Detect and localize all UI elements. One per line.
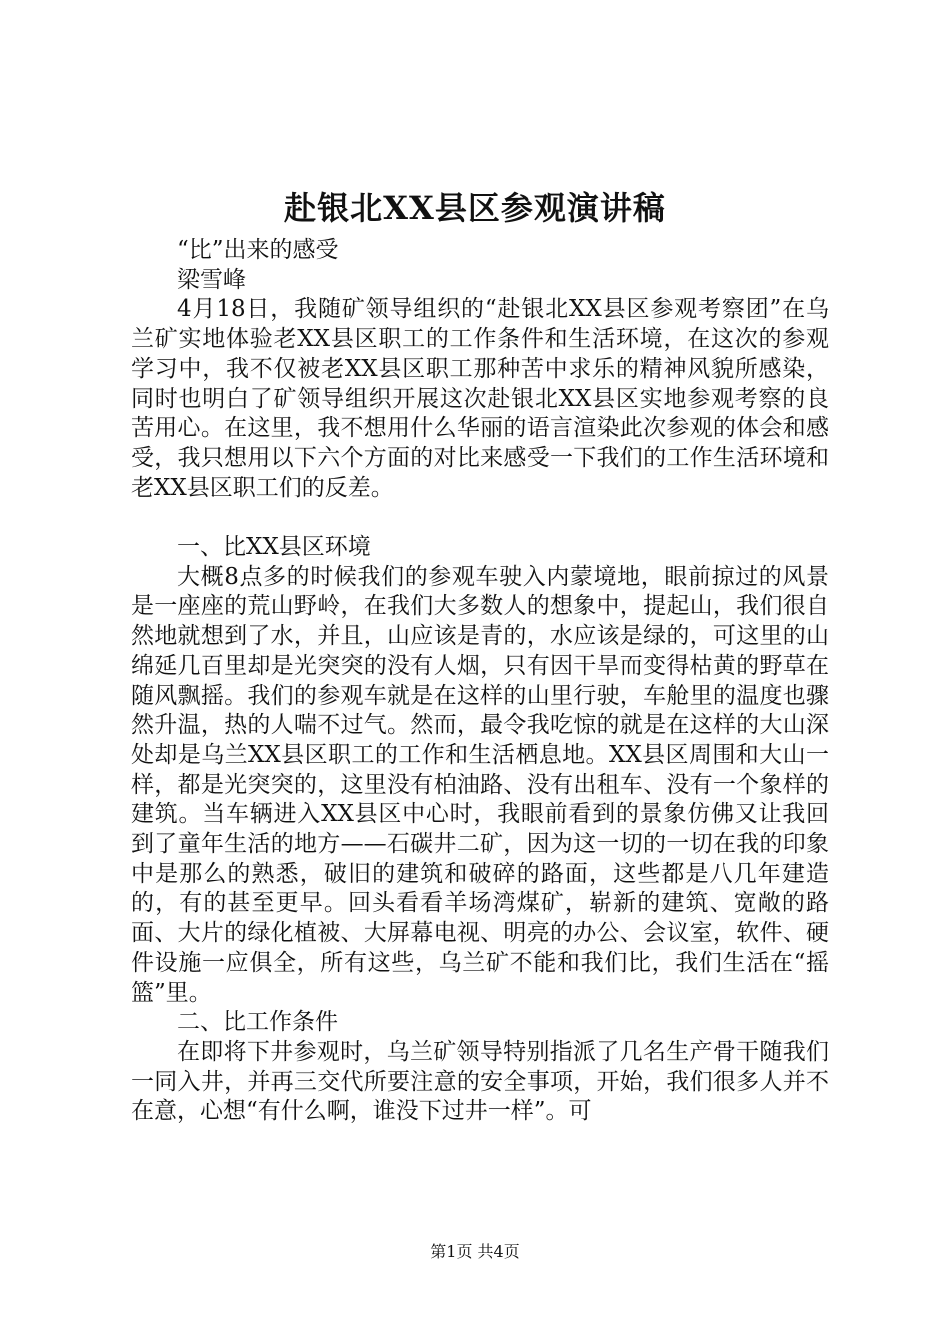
section-2-paragraph: 在即将下井参观时，乌兰矿领导特别指派了几名生产骨干随我们一同入井，并再三交代所要注意的安全事项，开始，我们很多人并不在意，心想“有什么啊，谁没下过井一样”。可	[131, 1038, 829, 1125]
intro-paragraph: 4月18日，我随矿领导组织的“赴银北XX县区参观考察团”在乌兰矿实地体验老XX县区职工的工作条件和生活环境，在这次的参观学习中，我不仅被老XX县区职工那种苦中求乐的精神风貌所感染，同时也明白了矿领导组织开展这次赴银北XX县区实地参观考察的良苦用心。在这里，我不想用什么华丽的语言渲染此次参观的体会和感受，我只想用以下六个方面的对比来感受一下我们的工作生活环境和老XX县区职工们的反差。	[131, 296, 829, 501]
document-body	[131, 236, 829, 1127]
section-heading-2: 二、比工作条件	[177, 1009, 338, 1036]
paragraph-gap	[131, 503, 829, 533]
page-number-footer: 第1页 共4页	[430, 1242, 520, 1261]
document-title: 赴银北XX县区参观演讲稿	[284, 189, 666, 227]
author-name: 梁雪峰	[177, 266, 246, 293]
section-1-paragraph: 大概8点多的时候我们的参观车驶入内蒙境地，眼前掠过的风景是一座座的荒山野岭，在我们大多数人的想象中，提起山，我们很自然地就想到了水，并且，山应该是青的，水应该是绿的，可这里的山绵延几百里却是光突突的没有人烟，只有因干旱而变得枯黄的野草在随风飘摇。我们的参观车就是在这样的山里行驶，车舱里的温度也骤然升温，热的人喘不过气。然而，最令我吃惊的就是在这样的大山深处却是乌兰XX县区职工的工作和生活栖息地。XX县区周围和大山一样，都是光突突的，这里没有柏油路、没有出租车、没有一个象样的建筑。当车辆进入XX县区中心时，我眼前看到的景象仿佛又让我回到了童年生活的地方——石碳井二矿，因为这一切的一切在我的印象中是那么的熟悉，破旧的建筑和破碎的路面，这些都是八几年建造的，有的甚至更早。回头看看羊场湾煤矿，崭新的建筑、宽敞的路面、大片的绿化植被、大屏幕电视、明亮的办公、会议室，软件、硬件设施一应俱全，所有这些，乌兰矿不能和我们比，我们生活在“摇篮”里。	[131, 563, 829, 1006]
subtitle: “比”出来的感受	[177, 237, 339, 263]
section-heading-1: 一、比XX县区环境	[177, 534, 371, 561]
